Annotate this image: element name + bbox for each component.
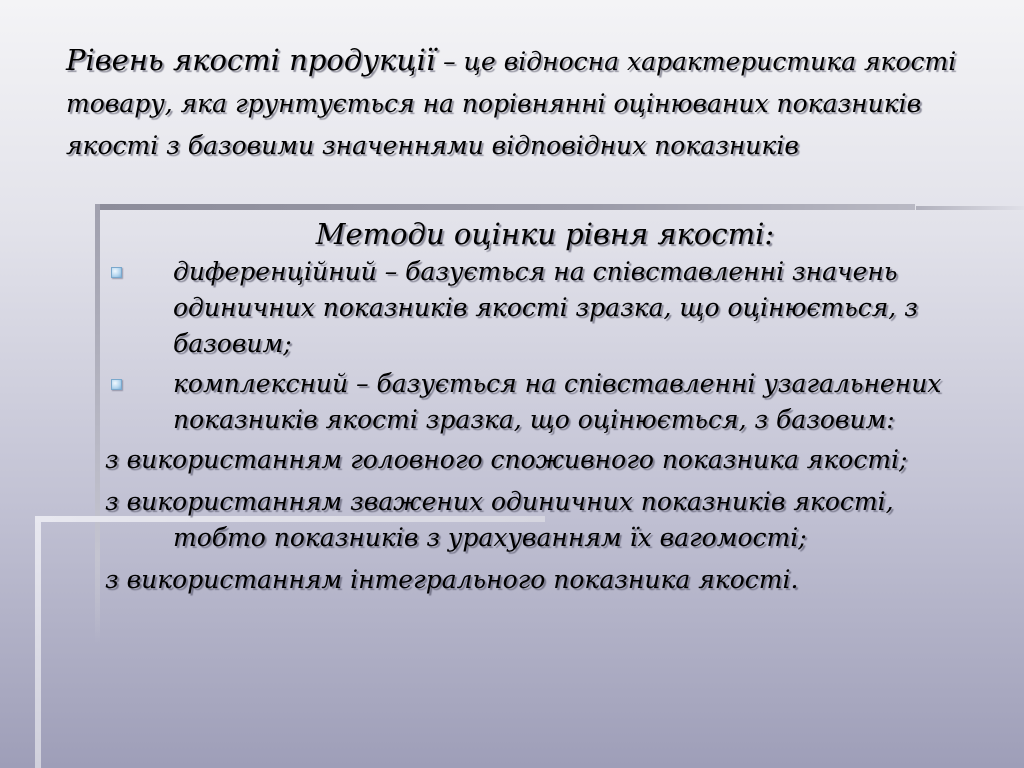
methods-heading: Методи оцінки рівня якості:	[315, 217, 775, 251]
decorative-line-left	[95, 204, 100, 644]
list-item	[105, 254, 965, 362]
sub-item: з використанням інтегрального показника якості.	[105, 565, 799, 594]
methods-section	[105, 216, 965, 604]
title-definition: – це відносна характеристика якості товару, яка грунтується на порівнянні оцінюваних показників якості з базовими значеннями відповідних показників	[66, 47, 957, 160]
list-item	[105, 366, 965, 438]
list-item-text: комплексний – базується на співставленні узагальнених показників якості зразка, що оцінюється, з базовим:	[173, 369, 942, 434]
decorative-line-top-right	[916, 206, 1024, 210]
title-term: Рівень якості продукції	[66, 43, 436, 77]
decorative-line-lower-left	[35, 516, 41, 768]
sub-item: з використанням головного споживного показника якості;	[105, 445, 908, 474]
list-item-text: диференційний – базується на співставленні значень одиничних показників якості зразка, що оцінюється, з базовим;	[173, 257, 918, 358]
square-bullet-icon	[111, 267, 122, 278]
slide-title	[66, 40, 996, 167]
sub-item: з використанням зважених одиничних показників якості, тобто показників з урахуванням їх вагомості;	[105, 487, 894, 552]
square-bullet-icon	[111, 379, 122, 390]
decorative-line-top	[95, 204, 915, 210]
